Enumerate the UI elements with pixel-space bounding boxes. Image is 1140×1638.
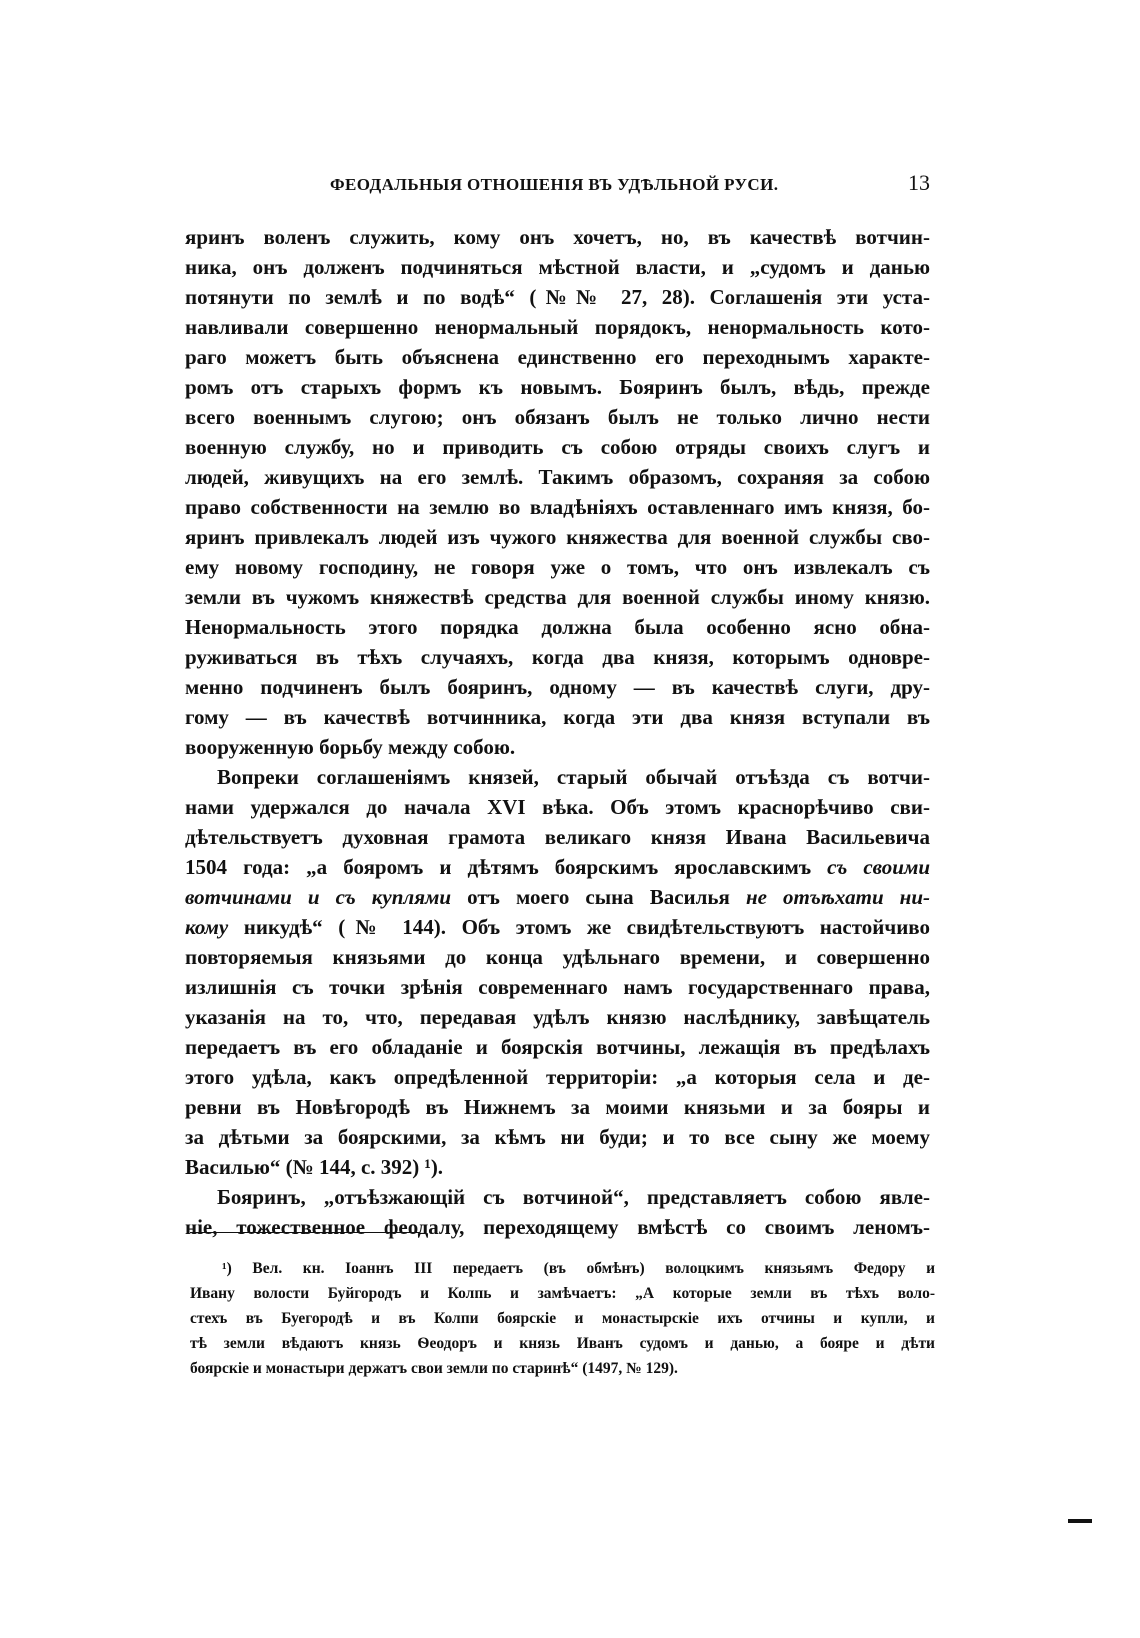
text-line: яринъ воленъ служить, кому онъ хочетъ, но, въ качествѣ вотчин- [185, 225, 930, 249]
text-line-mixed [185, 852, 930, 882]
running-title: ФЕОДАЛЬНЫЯ ОТНОШЕНІЯ ВЪ УДѢЛЬНОЙ РУСИ. [330, 175, 779, 194]
text-run: 1504 года: „а бояромъ и дѣтямъ боярскимъ ярославскимъ [185, 855, 828, 879]
running-header [330, 170, 930, 206]
text-line: людей, живущихъ на его землѣ. Такимъ образомъ, сохраняя за собою [185, 465, 930, 489]
text-line: этого удѣла, какъ опредѣленной территоріи: „а которыя села и де- [185, 1065, 930, 1089]
text-line: нами удержался до начала XVI вѣка. Объ этомъ краснорѣчиво сви- [185, 795, 930, 819]
margin-dash-mark [1068, 1519, 1092, 1523]
text-line: вооруженную борьбу между собою. [185, 735, 516, 759]
text-line: ему новому господину, не говоря уже о томъ, что онъ извлекалъ съ [185, 555, 930, 579]
text-line: передаетъ въ его обладаніе и боярскія вотчины, лежащія въ предѣлахъ [185, 1035, 930, 1059]
page-number: 13 [908, 170, 930, 195]
text-line: яринъ привлекалъ людей изъ чужого княжества для военной службы сво- [185, 525, 930, 549]
text-line: ніе, тожественное феодалу, переходящему вмѣстѣ со своимъ леномъ- [185, 1215, 930, 1239]
text-line: военную службу, но и приводить съ собою отряды своихъ слугъ и [185, 435, 930, 459]
italic-run: кому [185, 915, 229, 939]
text-line: излишнія съ точки зрѣнія современнаго намъ государственнаго права, [185, 975, 930, 999]
text-line: навливали совершенно ненормальный порядокъ, ненормальность кото- [185, 315, 930, 339]
text-line: Бояринъ, „отъѣзжающій съ вотчиной“, представляетъ собою явле- [217, 1185, 930, 1209]
text-run: никудѣ“ (№ 144). Объ этомъ же свидѣтельствуютъ настойчиво [228, 915, 930, 939]
text-line: ревни въ Новѣгородѣ въ Нижнемъ за моими князьми и за бояры и [185, 1095, 930, 1119]
footnote-line: ¹) Вел. кн. Іоаннъ III передаетъ (въ обмѣнъ) волоцкимъ князьямъ Федору и [222, 1260, 935, 1277]
text-line: ника, онъ долженъ подчиняться мѣстной власти, и „судомъ и данью [185, 255, 930, 279]
text-line: за дѣтьми за боярскими, за кѣмъ ни буди; и то все сыну же моему [185, 1125, 930, 1149]
text-line: право собственности на землю во владѣніяхъ оставленнаго имъ князя, бо- [185, 495, 930, 519]
text-line: Вопреки соглашеніямъ князей, старый обычай отъѣзда съ вотчи- [217, 765, 930, 789]
text-line: указанія на то, что, передавая удѣлъ князю наслѣднику, завѣщатель [185, 1005, 930, 1029]
italic-run: съ своими [827, 855, 931, 879]
text-line: раго можетъ быть объяснена единственно его переходнымъ характе- [185, 345, 930, 369]
main-text [185, 222, 930, 1242]
text-line: Ненормальность этого порядка должна была особенно ясно обна- [185, 615, 930, 639]
text-line: повторяемыя князьями до конца удѣльнаго времени, и совершенно [185, 945, 930, 969]
footnote-line: тѣ земли вѣдаютъ князь Ѳеодоръ и князь Иванъ судомъ и данью, а бояре и дѣти [190, 1335, 935, 1352]
footnote [190, 1256, 935, 1381]
text-line: всего военнымъ слугою; онъ обязанъ былъ не только лично нести [185, 405, 930, 429]
text-run: отъ моего сына Василья [451, 885, 746, 909]
text-line-mixed [185, 912, 930, 942]
footnote-divider [190, 1232, 420, 1233]
text-line: Василью“ (№ 144, с. 392) ¹). [185, 1155, 444, 1179]
text-line: ромъ отъ старыхъ формъ къ новымъ. Бояринъ былъ, вѣдь, прежде [185, 375, 930, 399]
text-line-mixed [185, 882, 930, 912]
footnote-line: Ивану волости Буйгородъ и Колпь и замѣчаетъ: „А которые земли въ тѣхъ воло- [190, 1285, 935, 1302]
text-line: потянути по землѣ и по водѣ“ (№№ 27, 28). Соглашенія эти уста- [185, 285, 930, 309]
text-line: менно подчиненъ былъ бояринъ, одному — въ качествѣ слуги, дру- [185, 675, 930, 699]
text-line: гому — въ качествѣ вотчинника, когда эти два князя вступали въ [185, 705, 930, 729]
footnote-line: стехъ въ Буегородѣ и въ Колпи боярскіе и монастырскіе ихъ отчины и купли, и [190, 1310, 935, 1327]
text-line: земли въ чужомъ княжествѣ средства для военной службы иному князю. [185, 585, 930, 609]
italic-run: вотчинами и съ куплями [185, 885, 452, 909]
italic-run: не отъѣхати ни- [745, 885, 930, 909]
text-line: руживаться въ тѣхъ случаяхъ, когда два князя, которымъ одновре- [185, 645, 930, 669]
text-line: дѣтельствуетъ духовная грамота великаго князя Ивана Васильевича [185, 825, 930, 849]
footnote-line: боярскіе и монастыри держатъ свои земли по старинѣ“ (1497, № 129). [190, 1360, 678, 1377]
